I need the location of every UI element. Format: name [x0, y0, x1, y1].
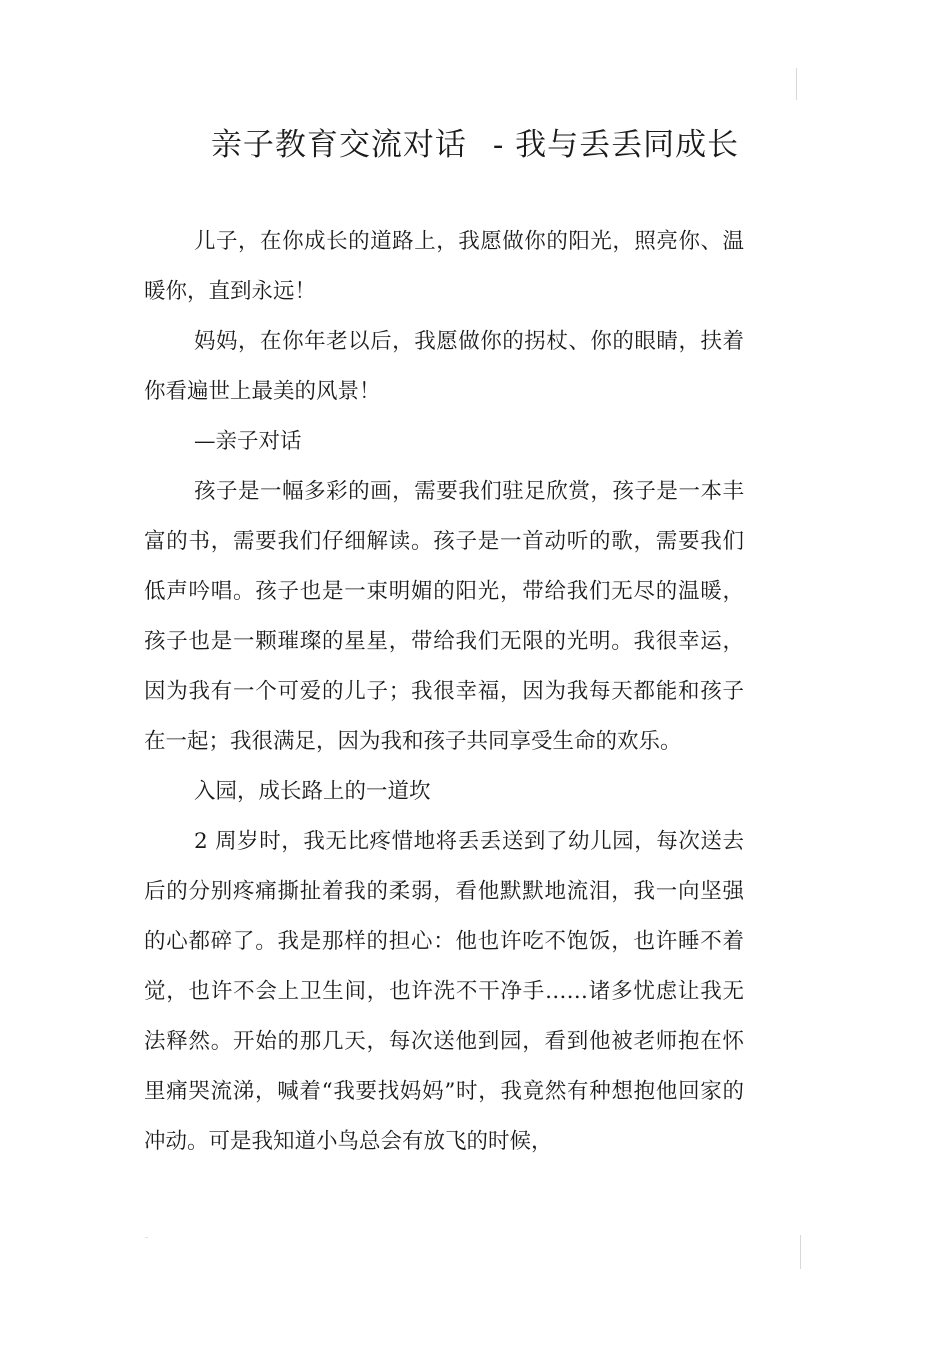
paragraph: 孩子是一幅多彩的画，需要我们驻足欣赏，孩子是一本丰富的书，需要我们仔细解读。孩子是一首动听的歌，需要我们低声吟唱。孩子也是一束明媚的阳光，带给我们无尽的温暖，孩子也是一颗璀璨的星星，带给我们无限的光明。我很幸运，因为我有一个可爱的儿子；我很幸福，因为我每天都能和孩子在一起；我很满足，因为我和孩子共同享受生命的欢乐。 — [144, 479, 744, 754]
page-corner-mark — [145, 1237, 148, 1238]
section-heading: —亲子对话 — [194, 429, 302, 454]
title-main: 亲子教育交流对话 — [210, 127, 467, 163]
document-body — [144, 217, 744, 1167]
paragraph: 妈妈，在你年老以后，我愿做你的拐杖、你的眼睛，扶着你看遍世上最美的风景！ — [144, 329, 744, 404]
paragraph: 儿子，在你成长的道路上，我愿做你的阳光，照亮你、温暖你，直到永远！ — [144, 229, 744, 304]
section-heading: 入园，成长路上的一道坎 — [194, 779, 431, 804]
document-title — [0, 120, 950, 170]
page-corner-mark — [796, 68, 797, 100]
title-sub: - 我与丢丢同成长 — [492, 127, 740, 163]
paragraph: 2 周岁时，我无比疼惜地将丢丢送到了幼儿园，每次送去后的分别疼痛撕扯着我的柔弱，看他默默地流泪，我一向坚强的心都碎了。我是那样的担心：他也许吃不饱饭，也许睡不着觉，也许不会上卫生间，也许洗不干净手……诸多忧虑让我无法释然。开始的那几天，每次送他到园，看到他被老师抱在怀里痛哭流涕，喊着“我要找妈妈”时，我竟然有种想抱他回家的冲动。可是我知道小鸟总会有放飞的时候， — [144, 829, 744, 1154]
page-corner-mark — [800, 1235, 801, 1269]
